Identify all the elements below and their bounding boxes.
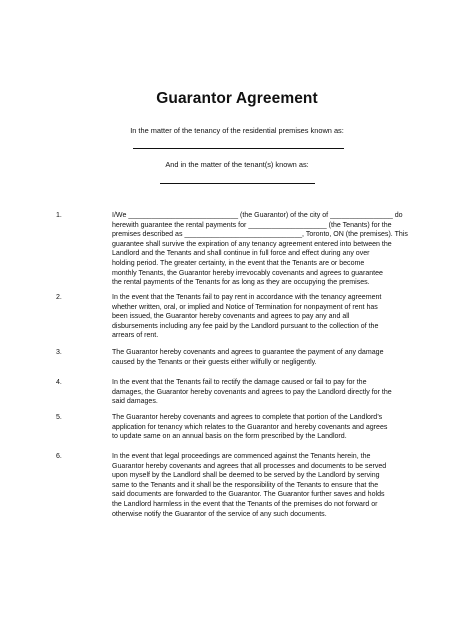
clause-line: upon myself by the Landlord shall be deemed to be served by the Landlord by serving bbox=[112, 472, 380, 480]
clause-line: In the event that the Tenants fail to pay rent in accordance with the tenancy agreement bbox=[112, 294, 382, 301]
clause-line: caused by the Tenants or their guests either wilfully or negligently. bbox=[112, 358, 317, 366]
clause-line: guarantee shall survive the expiration of any tenancy agreement entered into between the bbox=[112, 240, 392, 248]
clause-line: In the event that legal proceedings are commenced against the Tenants herein, the bbox=[112, 453, 371, 460]
tenants-blank-line bbox=[160, 183, 315, 184]
intro-premises-text: In the matter of the tenancy of the residential premises known as: bbox=[130, 126, 344, 135]
premises-blank-line bbox=[133, 148, 344, 149]
clause-text bbox=[112, 348, 416, 367]
document-title: Guarantor Agreement bbox=[156, 90, 318, 107]
clause-line: monthly Tenants, the Guarantor hereby irrevocably covenants and agrees to guarantee bbox=[112, 269, 383, 277]
clause-line: herewith guarantee the rental payments for ____________________ (the Tenants) for the bbox=[112, 221, 392, 229]
clause-number: 1. bbox=[56, 212, 62, 219]
clause-number: 6. bbox=[56, 453, 62, 460]
clause-number: 5. bbox=[56, 414, 62, 421]
clause-line: otherwise notify the Guarantor of the service of any such documents. bbox=[112, 510, 327, 518]
clause-number: 4. bbox=[56, 379, 62, 386]
clause-text bbox=[112, 293, 416, 341]
clause-line: holding period. The greater certainty, in the event that the Tenants are or become bbox=[112, 259, 365, 267]
clause-line: Landlord and the Tenants and shall continue in full force and effect during any over bbox=[112, 250, 370, 258]
clause-line: damages, the Guarantor hereby covenants and agrees to pay the Landlord directly for the bbox=[112, 388, 392, 396]
clause-line: said documents are forwarded to the Guarantor. The Guarantor further saves and holds bbox=[112, 491, 385, 499]
clause-line: whether written, oral, or implied and Notice of Termination for nonpayment of rent has bbox=[112, 303, 378, 311]
clause-line: the rental payments of the Tenants for as long as they are occupying the premises. bbox=[112, 279, 370, 287]
clause-line: disbursements including any fee paid by the Landlord pursuant to the collection of the bbox=[112, 322, 379, 330]
clause-number: 3. bbox=[56, 349, 62, 356]
clause-number: 2. bbox=[56, 294, 62, 301]
clause-line: I/We ____________________________ (the Guarantor) of the city of ________________ do bbox=[112, 212, 403, 219]
clause-text bbox=[112, 211, 416, 288]
clause-line: the Landlord harmless in the event that the Tenants of the premises do not forward or bbox=[112, 500, 378, 508]
clause-line: Guarantor hereby covenants and agrees that all processes and documents to be served bbox=[112, 462, 387, 470]
clause-line: same to the Tenants and it shall be the responsibility of the Tenants to ensure that the bbox=[112, 481, 379, 489]
intro-tenants-text: And in the matter of the tenant(s) known as: bbox=[165, 160, 309, 169]
clause-text bbox=[112, 413, 416, 442]
clause-line: application for tenancy which relates to the Guarantor and hereby covenants and agrees bbox=[112, 423, 388, 431]
clause-line: said damages. bbox=[112, 398, 158, 406]
clause-line: to update same on an annual basis on the form prescribed by the Landlord. bbox=[112, 433, 347, 441]
clause-line: premises described as ______________________________, Toronto, ON (the premises). This bbox=[112, 231, 408, 239]
clause-line: In the event that the Tenants fail to rectify the damage caused or fail to pay for the bbox=[112, 379, 367, 386]
clause-line: arrears of rent. bbox=[112, 332, 159, 340]
clause-line: The Guarantor hereby covenants and agrees to guarantee the payment of any damage bbox=[112, 349, 384, 356]
clause-line: The Guarantor hereby covenants and agrees to complete that portion of the Landlord’s bbox=[112, 414, 383, 421]
clause-line: been issued, the Guarantor hereby covenants and agrees to pay any and all bbox=[112, 313, 350, 321]
clause-text bbox=[112, 452, 416, 519]
clause-text bbox=[112, 378, 416, 407]
